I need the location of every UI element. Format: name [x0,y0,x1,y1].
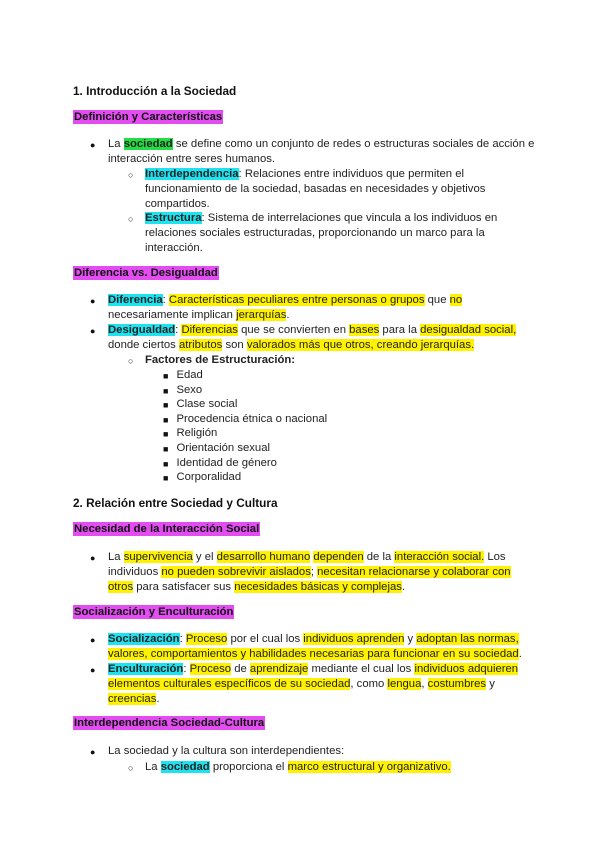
section-1-title: 1. Introducción a la Sociedad [73,84,237,98]
term-socializacion: Socialización [108,633,180,645]
term-diferencia: Diferencia [108,294,163,306]
section-2-title: 2. Relación entre Sociedad y Cultura [73,496,278,510]
bullet-marker: ● [90,635,96,645]
list-item: ■ Religión [163,427,218,440]
list-item: ■ Orientación sexual [163,442,271,454]
bullet-marker: ● [90,747,96,757]
bullet-marker: ● [90,665,96,675]
term-desigualdad: Desigualdad [108,324,176,336]
list-item: ■ Sexo [163,383,203,396]
bullet-marker: ● [90,140,96,150]
heading-socializacion: Socialización y Enculturación [74,606,234,618]
term-sociedad: sociedad [123,138,173,150]
document-page: 1. Introducción a la Sociedad Definición y Características ● La sociedad se define como un conjunto de redes o estructuras sociales de acción e interacción entre seres humanos. ○ Interdependencia: Relaciones entre individuos que permiten el funcionamiento de la sociedad, basadas en necesidades y objetivos compartidos. ○ Estructura: Sistema de interrelaciones que vincula a los individuos en relaciones sociales estructuradas, proporcionando un marco para la interacción. Diferencia vs. Desigualdad ● Diferencia: Características peculiares entre personas o grupos que no necesariamente implican jerarquías. ● Desigualdad: Diferencias que se convierten en bases para la desigualdad social, donde ciertos atributos son valorados más que otros, creando jerarquías. ○ Factores de Estructuración: ■ Edad ■ Sexo ■ Clase social ■ Procedencia étnica o nacional ■ Religión ■ Orientación sexual ■ Identidad de género ■ Corporalidad 2. Relación entre Sociedad y Cultura Necesidad de la Interacción Social ● La supervivencia y el desarrollo humano dependen de la interacción social. Los individuos no pueden sobrevivir aislados; necesitan relacionarse y colaborar con otros para satisfacer sus necesidades básicas y complejas. Socialización y Enculturación ● Socialización: Proceso por el cual los individuos aprenden y adoptan las normas, valores, comportamientos y habilidades necesarias para funcionar en su sociedad. ● Enculturación: Proceso de aprendizaje mediante el cual los individuos adquieren elementos culturales específicos de su sociedad, como lengua, costumbres y creencias. Interdependencia Sociedad-Cultura ● La sociedad y la cultura son interdependientes: ○ La sociedad proporciona el marco estructural y organizativo. [0,0,600,848]
list-item: ■ Clase social [163,398,238,411]
list-item: ■ Edad [163,369,203,381]
heading-interdependencia: Interdependencia Sociedad-Cultura [74,717,265,729]
term-enculturacion: Enculturación [108,663,184,675]
term-interdependencia: Interdependencia [145,168,239,180]
bullet-marker: ● [90,326,96,336]
bullet-marker: ● [90,553,96,563]
list-item: ■ Corporalidad [163,471,242,484]
term-estructura: Estructura [145,212,202,224]
circle-marker: ○ [128,170,134,180]
list-item: ■ Procedencia étnica o nacional [163,412,328,425]
heading-necesidad: Necesidad de la Interacción Social [74,523,260,535]
circle-marker: ○ [128,356,134,366]
circle-marker: ○ [128,214,134,224]
circle-marker: ○ [128,763,134,773]
heading-definicion: Definición y Características [74,111,223,123]
term-sociedad: sociedad [160,761,210,773]
list-item: ■ Identidad de género [163,456,277,469]
bullet-marker: ● [90,296,96,306]
heading-diferencia: Diferencia vs. Desigualdad [74,267,218,279]
